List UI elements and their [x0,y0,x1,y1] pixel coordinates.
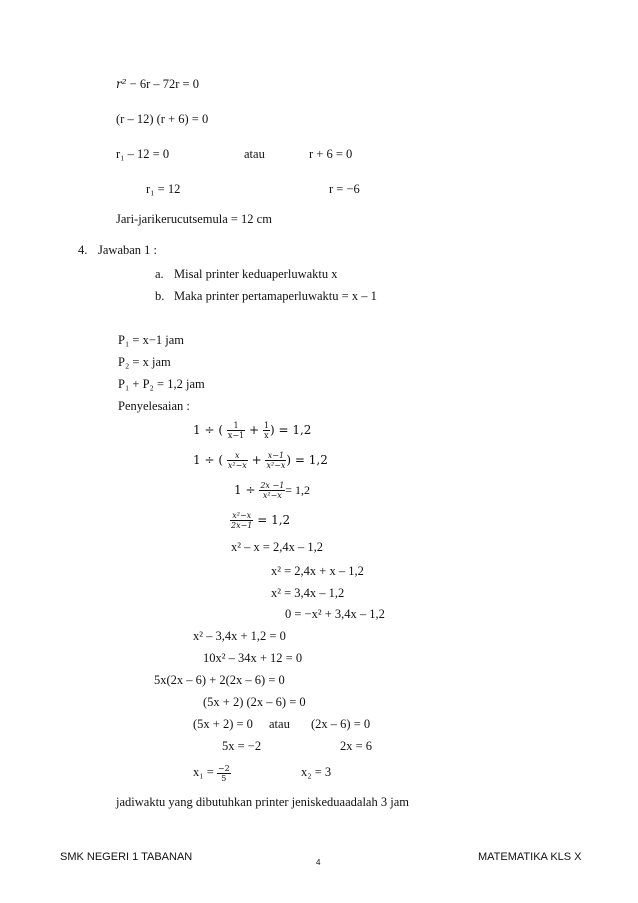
equation-line: 2x = 6 [340,739,373,753]
equation-line: x₁ = $\frac{-2}{5}$ [193,763,230,783]
result-text: Jari-jarikerucutsemula = 12 cm [116,212,272,226]
list-marker: a. [155,267,164,281]
section-label: Penyelesaian : [118,399,190,413]
conclusion-text: jadiwaktu yang dibutuhkan printer jeniskeduaadalah 3 jam [116,795,409,809]
equation-line: (5x + 2) = 0 [193,717,253,731]
equation-line: 1 ÷ $\frac{2x -1}{\text{x²−x}}$ = 1,2 [234,481,311,500]
equation-line: 10x² – 34x + 12 = 0 [203,651,303,665]
equation-line: x² – x = 2,4x – 1,2 [231,540,324,554]
fraction: $\frac{x}{\text{x²−x}}$ [227,451,247,470]
equation-line: 5x = −2 [222,739,262,753]
equation-line: (2x – 6) = 0 [311,717,371,731]
list-item: Misal printer keduaperluwaktu x [174,267,338,281]
equation-line: r₁ – 12 = 0 [116,147,170,161]
atau-text: atau [269,717,290,731]
page-number: 4 [316,858,321,867]
equation-line: (r – 12) (r + 6) = 0 [116,112,209,126]
fraction: $\frac{2x -1}{\text{x²−x}}$ [260,481,285,500]
fraction: $\frac{1}{x-1}$ [227,421,245,440]
equation-line [116,76,199,92]
footer-school: SMK NEGERI 1 TABANAN [60,851,193,863]
equation-line: (5x + 2) (2x – 6) = 0 [203,695,306,709]
fraction: $\frac{\text{x²−x}}{2x-1}$ [231,511,253,530]
equation-line: 1 ÷ ( $\frac{1}{x-1}$ + $\frac{1}{x}$ ) = 1,2 [193,421,312,440]
list-marker: b. [155,289,165,303]
equation-line: P₁ + P₂ = 1,2 jam [118,377,205,391]
equation-line: 1 ÷ ( $\frac{x}{\text{x²−x}}$ + $\frac{x-1}{\text{x²−x}}$ ) = 1,2 [193,451,328,470]
fraction: $\frac{1}{x}$ [263,421,269,440]
equation-line: P₂ = x jam [118,355,171,369]
equation-rest: − 6r – 72r = 0 [126,77,199,91]
equation-line: r + 6 = 0 [309,147,353,161]
equation-line: P₁ = x−1 jam [118,333,185,347]
equation-line: x² = 2,4x + x – 1,2 [271,564,364,578]
equation-line: 0 = −x² + 3,4x – 1,2 [285,607,385,621]
fraction: $\frac{x-1}{\text{x²−x}}$ [266,451,286,470]
equation-line: r = −6 [329,182,360,196]
equation-line: x² – 3,4x + 1,2 = 0 [193,629,286,643]
equation-line: 5x(2x – 6) + 2(2x – 6) = 0 [154,673,285,687]
atau-text: atau [244,147,265,161]
equation-line: $\frac{\text{x²−x}}{2x-1}$ = 1,2 [231,511,291,530]
question-title: Jawaban 1 : [98,243,158,257]
equation-line: x₂ = 3 [301,765,332,779]
fraction: $\frac{-2}{5}$ [217,763,230,783]
equation-line: x² = 3,4x – 1,2 [271,586,345,600]
list-item: Maka printer pertamaperluwaktu = x – 1 [174,289,377,303]
footer-subject: MATEMATIKA KLS X [478,851,582,863]
question-number: 4. [78,243,88,257]
r-squared: r² [116,77,127,91]
equation-line: r₁ = 12 [146,182,181,196]
